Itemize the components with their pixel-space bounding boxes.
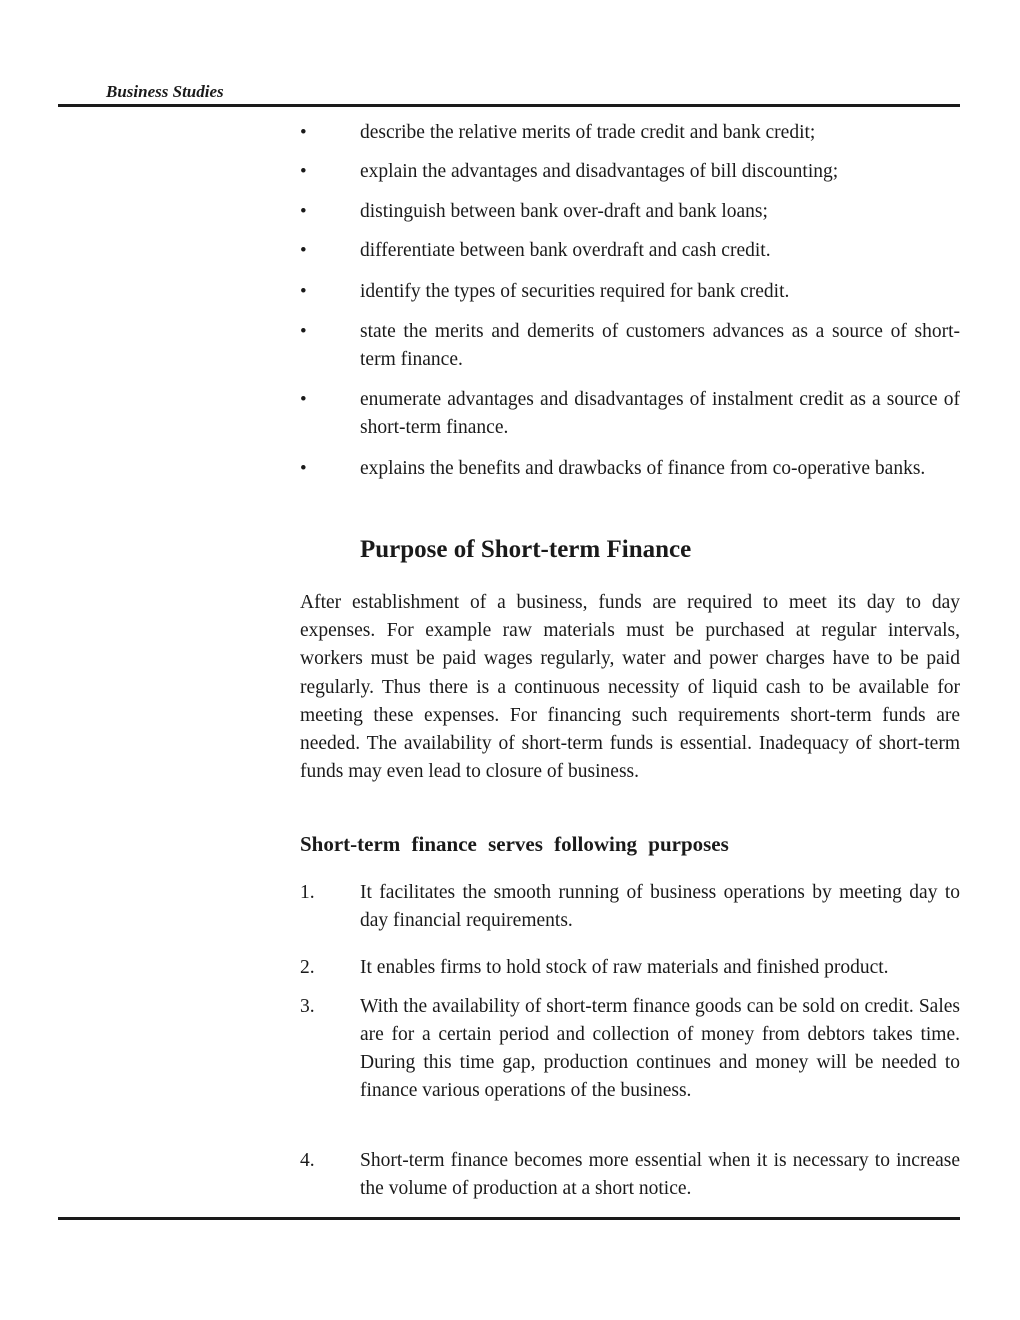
running-head: Business Studies [106,82,224,101]
bullet-icon: • [300,161,307,182]
top-rule [58,104,960,107]
list-item-text: enumerate advantages and disadvantages of instalment credit as a source of short-term finance. [360,389,960,438]
bullet-icon: • [300,122,307,143]
list-item-text: differentiate between bank overdraft and cash credit. [360,240,771,261]
bullet-icon: • [300,240,307,261]
list-item-text: distinguish between bank over-draft and bank loans; [360,201,768,222]
list-item-text: explains the benefits and drawbacks of finance from co-operative banks. [360,458,926,479]
bullet-icon: • [300,389,307,410]
body-paragraph: After establishment of a business, funds are required to meet its day to day expenses. For example raw materials must be purchased at regular intervals, workers must be paid wages regularly, water and power charges have to be paid regularly. Thus there is a continuous necessity of liquid cash to be available for meeting these expenses. For financing such requirements short-term funds are needed. The availability of short-term funds is essential. Inadequacy of short-term funds may even lead to closure of business. [300,592,960,783]
item-number: 4. [300,1150,315,1171]
list-item-text: explain the advantages and disadvantages of bill discounting; [360,161,839,182]
bullet-icon: • [300,201,307,222]
item-number: 1. [300,882,315,903]
section-heading: Purpose of Short-term Finance [360,536,692,563]
numbered-item-text: It facilitates the smooth running of business operations by meeting day to day financial requirements. [360,882,960,931]
numbered-item-text: It enables firms to hold stock of raw materials and finished product. [360,957,889,978]
bottom-rule [58,1217,960,1220]
list-item-text: identify the types of securities required for bank credit. [360,281,790,302]
bullet-icon: • [300,321,307,342]
bullet-icon: • [300,281,307,302]
bullet-icon: • [300,458,307,479]
list-item-text: describe the relative merits of trade credit and bank credit; [360,122,816,143]
numbered-item-text: Short-term finance becomes more essential when it is necessary to increase the volume of production at a short notice. [360,1150,960,1199]
numbered-item-text: With the availability of short-term finance goods can be sold on credit. Sales are for a certain period and collection of money from debtors takes time. During this time gap, production continues and money will be needed to finance various operations of the business. [360,996,960,1101]
subsection-heading: Short-term finance serves following purposes [300,832,729,856]
item-number: 2. [300,957,315,978]
item-number: 3. [300,996,315,1017]
list-item-text: state the merits and demerits of customers advances as a source of short-term finance. [360,321,960,370]
